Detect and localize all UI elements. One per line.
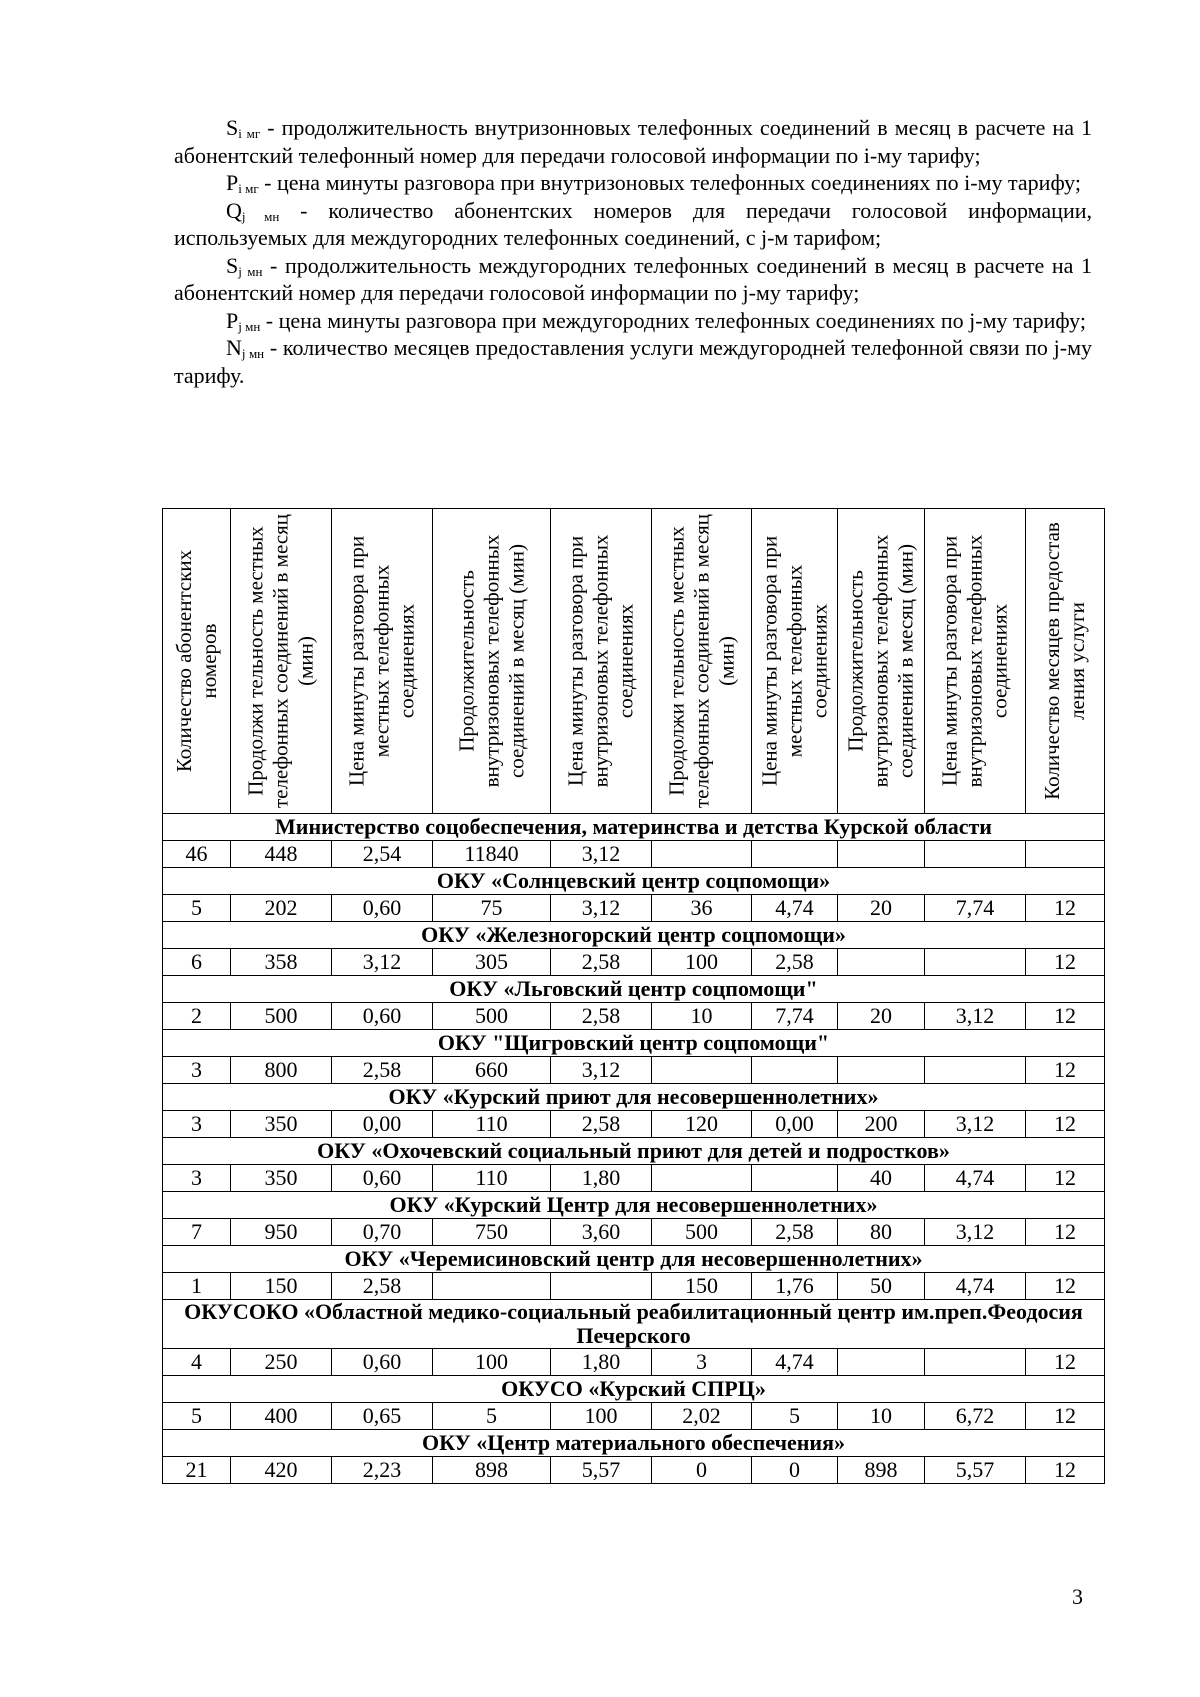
definition-subscript: j мн [241, 346, 265, 361]
table-cell: 305 [433, 949, 551, 976]
tariff-table [162, 508, 1105, 1484]
definition-text: - количество месяцев предоставления услуги междугородней телефонной связи по j-му тарифу. [174, 335, 1092, 388]
table-cell: 250 [231, 1349, 332, 1376]
table-cell: 3 [163, 1057, 231, 1084]
definition-subscript: j мн [238, 318, 261, 334]
org-name: ОКУ «Черемисиновский центр для несовершеннолетних» [163, 1246, 1105, 1273]
table-cell [925, 949, 1026, 976]
table-cell: 0,00 [332, 1111, 433, 1138]
table-cell: 2,23 [332, 1457, 433, 1484]
table-cell: 0,60 [332, 1349, 433, 1376]
column-header [752, 509, 838, 814]
table-cell: 2,02 [652, 1403, 752, 1430]
table-cell: 5 [163, 895, 231, 922]
column-header-label: Цена минуты разговора при внутризоновых телефонных соединениях [563, 534, 638, 788]
table-cell: 3 [163, 1111, 231, 1138]
table-cell [925, 1057, 1026, 1084]
table-cell: 0 [752, 1457, 838, 1484]
table-cell: 4,74 [925, 1273, 1026, 1300]
table-cell: 6,72 [925, 1403, 1026, 1430]
definition-text: - продолжительность междугородних телефонных соединений в месяц в расчете на 1 абонентский номер для передачи голосовой информации по j-му тарифу; [174, 252, 1092, 305]
table-cell: 12 [1026, 1273, 1105, 1300]
table-cell: 3 [163, 1165, 231, 1192]
table-cell: 950 [231, 1219, 332, 1246]
table-row [163, 949, 1105, 976]
table-cell [752, 1165, 838, 1192]
table-cell: 100 [551, 1403, 652, 1430]
table-cell: 11840 [433, 841, 551, 868]
table-row [163, 895, 1105, 922]
table-row [163, 1403, 1105, 1430]
table-cell: 12 [1026, 1219, 1105, 1246]
column-header [1026, 509, 1105, 814]
table-row [163, 1273, 1105, 1300]
table-cell: 448 [231, 841, 332, 868]
org-row [163, 868, 1105, 895]
table-cell: 5,57 [925, 1457, 1026, 1484]
table-cell [838, 1057, 925, 1084]
table-cell: 3,12 [551, 841, 652, 868]
table-cell: 1,80 [551, 1349, 652, 1376]
table-cell: 500 [231, 1003, 332, 1030]
table-cell: 36 [652, 895, 752, 922]
definition-paragraph [174, 169, 1092, 197]
table-cell: 12 [1026, 949, 1105, 976]
column-header-label: Продолжительность внутризоновых телефонных соединений в месяц (мин) [454, 534, 528, 788]
column-header-label: Цена минуты разговора при местных телефонных соединениях [757, 535, 831, 787]
column-header-label: Продолжи тельность местных телефонных соединений в месяц (мин) [664, 513, 738, 809]
table-cell: 2,58 [332, 1273, 433, 1300]
table-cell: 5 [752, 1403, 838, 1430]
org-row [163, 1246, 1105, 1273]
table-cell: 0,60 [332, 1003, 433, 1030]
definitions-block [174, 114, 1092, 389]
table-row [163, 1003, 1105, 1030]
definition-symbol: S [226, 252, 239, 278]
table-cell: 12 [1026, 895, 1105, 922]
org-row [163, 1300, 1105, 1349]
column-header [332, 509, 433, 814]
org-row [163, 1376, 1105, 1403]
org-name: ОКУ «Охочевский социальный приют для детей и подростков» [163, 1138, 1105, 1165]
table-cell: 400 [231, 1403, 332, 1430]
table-cell [1026, 841, 1105, 868]
definition-symbol: P [226, 307, 239, 333]
definition-paragraph [174, 114, 1092, 169]
table-cell [752, 841, 838, 868]
definition-symbol: P [226, 170, 239, 195]
table-cell: 100 [433, 1349, 551, 1376]
table-cell: 1,76 [752, 1273, 838, 1300]
table-cell: 3,12 [925, 1111, 1026, 1138]
table-cell: 3,60 [551, 1219, 652, 1246]
definition-subscript: i мг [238, 181, 259, 196]
table-cell: 12 [1026, 1111, 1105, 1138]
definition-paragraph [174, 307, 1092, 335]
column-header-label: Цена минуты разговора при внутризоновых телефонных соединениях [937, 534, 1012, 788]
table-cell: 10 [838, 1403, 925, 1430]
column-header-label: Цена минуты разговора при местных телефонных соединениях [344, 535, 419, 787]
table-cell [838, 949, 925, 976]
definition-paragraph [174, 334, 1092, 389]
column-header [838, 509, 925, 814]
table-cell [551, 1273, 652, 1300]
org-row [163, 1138, 1105, 1165]
table-cell: 75 [433, 895, 551, 922]
column-header [551, 509, 652, 814]
table-cell: 12 [1026, 1003, 1105, 1030]
table-cell: 7,74 [752, 1003, 838, 1030]
org-name: ОКУ «Курский приют для несовершеннолетних» [163, 1084, 1105, 1111]
table-cell: 110 [433, 1165, 551, 1192]
table-cell [752, 1057, 838, 1084]
table-cell [433, 1273, 551, 1300]
org-row [163, 1192, 1105, 1219]
table-cell: 20 [838, 895, 925, 922]
table-cell: 12 [1026, 1403, 1105, 1430]
table-cell: 10 [652, 1003, 752, 1030]
table-cell [838, 1349, 925, 1376]
table-cell: 12 [1026, 1457, 1105, 1484]
column-header-label: Количество месяцев предостав ления услуги [1040, 522, 1089, 800]
table-cell: 750 [433, 1219, 551, 1246]
table-cell: 150 [652, 1273, 752, 1300]
table-row [163, 841, 1105, 868]
table-cell: 0,65 [332, 1403, 433, 1430]
definition-text: - количество абонентских номеров для передачи голосовой информации, используемых для междугородних телефонных соединений, с j-м тарифом; [174, 197, 1092, 250]
table-header-row [163, 509, 1105, 814]
org-name: ОКУСО «Курский СПРЦ» [163, 1376, 1105, 1403]
org-name: ОКУ «Солнцевский центр соцпомощи» [163, 868, 1105, 895]
org-row [163, 1030, 1105, 1057]
table-cell: 202 [231, 895, 332, 922]
org-row [163, 1430, 1105, 1457]
table-cell: 3,12 [551, 1057, 652, 1084]
table-row [163, 1165, 1105, 1192]
column-header [231, 509, 332, 814]
table-cell [925, 841, 1026, 868]
definition-paragraph [174, 197, 1092, 252]
definition-subscript: i мг [238, 126, 261, 141]
table-cell: 1,80 [551, 1165, 652, 1192]
table-cell [838, 841, 925, 868]
table-cell [652, 841, 752, 868]
definition-paragraph [174, 252, 1092, 307]
table-row [163, 1457, 1105, 1484]
definition-subscript: j мн [241, 208, 280, 224]
table-cell: 200 [838, 1111, 925, 1138]
table-cell: 2 [163, 1003, 231, 1030]
table-cell: 660 [433, 1057, 551, 1084]
table-cell: 0,70 [332, 1219, 433, 1246]
table-cell: 0 [652, 1457, 752, 1484]
table-cell: 12 [1026, 1165, 1105, 1192]
table-cell: 12 [1026, 1057, 1105, 1084]
table-cell: 4,74 [752, 895, 838, 922]
table-row [163, 1349, 1105, 1376]
table-cell: 420 [231, 1457, 332, 1484]
table-cell: 120 [652, 1111, 752, 1138]
org-name: ОКУ «Центр материального обеспечения» [163, 1430, 1105, 1457]
table-cell: 4,74 [925, 1165, 1026, 1192]
table-cell: 3 [652, 1349, 752, 1376]
table-cell: 3,12 [551, 895, 652, 922]
org-name: Министерство соцобеспечения, материнства и детства Курской области [163, 814, 1105, 841]
column-header-label: Количество абонентских номеров [171, 549, 221, 773]
definition-text: - цена минуты разговора при междугородних телефонных соединениях по j-му тарифу; [260, 307, 1086, 333]
table-cell: 21 [163, 1457, 231, 1484]
table-cell: 350 [231, 1111, 332, 1138]
table-cell: 3,12 [332, 949, 433, 976]
table-cell: 0,60 [332, 1165, 433, 1192]
table-cell: 5,57 [551, 1457, 652, 1484]
table-cell: 7,74 [925, 895, 1026, 922]
table-cell: 12 [1026, 1349, 1105, 1376]
table-cell: 2,58 [551, 949, 652, 976]
table-cell: 2,54 [332, 841, 433, 868]
table-cell: 5 [433, 1403, 551, 1430]
table-cell: 5 [163, 1403, 231, 1430]
definition-text: - цена минуты разговора при внутризоновых телефонных соединениях по i-му тарифу; [258, 170, 1081, 195]
definition-symbol: N [226, 335, 242, 360]
table-cell [925, 1349, 1026, 1376]
org-row [163, 976, 1105, 1003]
definition-symbol: S [226, 115, 239, 140]
table-cell: 80 [838, 1219, 925, 1246]
table-cell: 150 [231, 1273, 332, 1300]
table-cell: 898 [838, 1457, 925, 1484]
table-cell: 2,58 [752, 949, 838, 976]
table-cell: 350 [231, 1165, 332, 1192]
table-cell: 1 [163, 1273, 231, 1300]
table-cell: 40 [838, 1165, 925, 1192]
table-row [163, 1057, 1105, 1084]
table-cell: 6 [163, 949, 231, 976]
definition-text: - продолжительность внутризонновых телефонных соединений в месяц в расчете на 1 абонентский телефонный номер для передачи голосовой информации по i-му тарифу; [174, 115, 1092, 168]
table-row [163, 1219, 1105, 1246]
column-header [652, 509, 752, 814]
table-cell: 20 [838, 1003, 925, 1030]
table-cell: 100 [652, 949, 752, 976]
table-cell: 4 [163, 1349, 231, 1376]
column-header [925, 509, 1026, 814]
column-header [163, 509, 231, 814]
table-cell: 358 [231, 949, 332, 976]
org-name: ОКУСОКО «Областной медико-социальный реабилитационный центр им.преп.Феодосия Печерского [163, 1300, 1105, 1349]
column-header-label: Продолжительность внутризоновых телефонных соединений в месяц (мин) [843, 534, 918, 788]
table-cell: 0,00 [752, 1111, 838, 1138]
org-row [163, 814, 1105, 841]
definition-symbol: Q [226, 197, 242, 223]
table-cell: 500 [433, 1003, 551, 1030]
table-cell [652, 1057, 752, 1084]
table-cell [652, 1165, 752, 1192]
table-cell: 3,12 [925, 1219, 1026, 1246]
table-cell: 2,58 [752, 1219, 838, 1246]
table-cell: 898 [433, 1457, 551, 1484]
table-cell: 800 [231, 1057, 332, 1084]
org-name: ОКУ «Курский Центр для несовершеннолетних» [163, 1192, 1105, 1219]
org-name: ОКУ "Щигровский центр соцпомощи" [163, 1030, 1105, 1057]
column-header [433, 509, 551, 814]
table-row [163, 1111, 1105, 1138]
table-cell: 46 [163, 841, 231, 868]
table-cell: 2,58 [332, 1057, 433, 1084]
table-cell: 500 [652, 1219, 752, 1246]
table-cell: 2,58 [551, 1111, 652, 1138]
table-cell: 7 [163, 1219, 231, 1246]
org-row [163, 1084, 1105, 1111]
column-header-label: Продолжи тельность местных телефонных соединений в месяц (мин) [243, 513, 318, 809]
definition-subscript: j мн [238, 263, 263, 279]
table-cell: 2,58 [551, 1003, 652, 1030]
table-cell: 3,12 [925, 1003, 1026, 1030]
table-cell: 50 [838, 1273, 925, 1300]
table-cell: 0,60 [332, 895, 433, 922]
table-cell: 110 [433, 1111, 551, 1138]
org-name: ОКУ «Железногорский центр соцпомощи» [163, 922, 1105, 949]
table-cell: 4,74 [752, 1349, 838, 1376]
page-number: 3 [1072, 1584, 1083, 1609]
org-name: ОКУ «Льговский центр соцпомощи" [163, 976, 1105, 1003]
org-row [163, 922, 1105, 949]
